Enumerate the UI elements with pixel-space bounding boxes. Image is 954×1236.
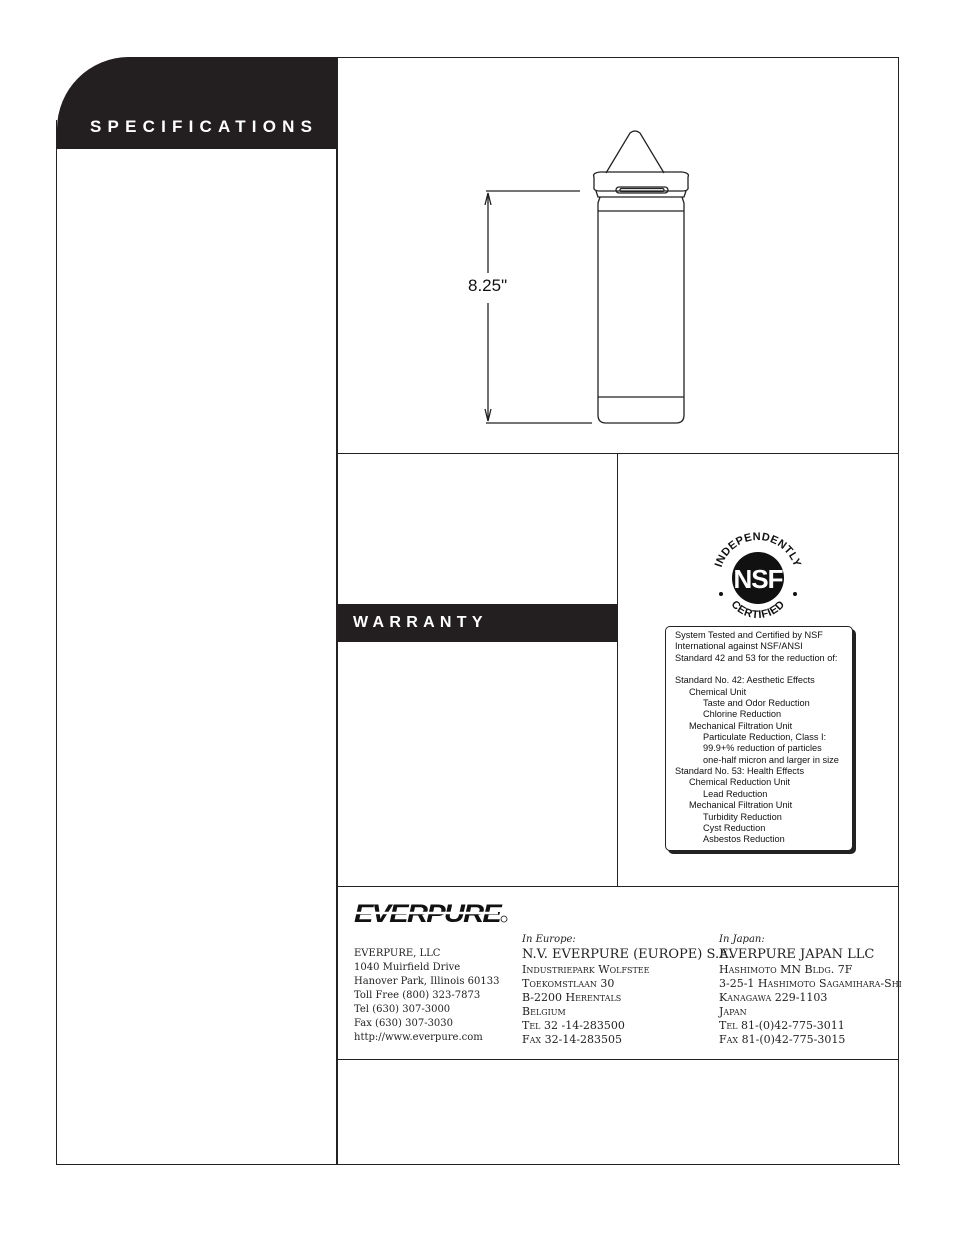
europe-line-1: Industriepark Wolfstee [522,963,650,976]
specifications-title: SPECIFICATIONS [90,117,319,136]
footer-bottom-divider [336,1059,899,1060]
nsf-list-item: one-half micron and larger in size [703,754,839,765]
nsf-list-item: Standard No. 53: Health Effects [675,766,805,777]
japan-line-3: Kanagawa 229-1103 [719,991,828,1004]
us-line-5: Fax (630) 307-3030 [354,1018,454,1029]
warranty-nsf-divider [617,454,618,886]
nsf-list-item: Particulate Reduction, Class I: [703,732,827,743]
europe-line-5: Tel 32 -14-283500 [522,1019,625,1032]
europe-line-2: Toekomstlaan 30 [522,977,615,990]
nsf-list-item: System Tested and Certified by NSF [675,630,823,640]
nsf-seal-center-text: NSF [733,564,783,594]
footer-top-divider [336,886,899,887]
europe-line-4: Belgium [522,1005,566,1018]
nsf-list-item: Mechanical Filtration Unit [689,800,793,811]
nsf-list-item [675,664,839,675]
nsf-list-item: Standard 42 and 53 for the reduction of: [675,652,838,663]
japan-company: EVERPURE JAPAN LLC [719,947,875,962]
us-line-2: Hanover Park, Illinois 60133 [354,976,500,987]
nsf-seal-bottom-text: CERTIFIED [728,598,788,622]
bottom-border [56,1164,900,1165]
japan-line-6: Fax 81-(0)42-775-3015 [719,1033,846,1046]
nsf-list-item: Chemical Reduction Unit [689,777,791,788]
us-line-3: Toll Free (800) 323-7873 [354,990,481,1001]
japan-line-1: Hashimoto MN Bldg. 7F [719,963,853,976]
us-line-4: Tel (630) 307-3000 [354,1004,451,1015]
us-address [354,947,499,1045]
nsf-list-item: Standard No. 42: Aesthetic Effects [675,675,815,686]
nsf-list-item: 99.9+% reduction of particles [703,743,822,754]
japan-address [719,933,902,1047]
europe-line-3: B-2200 Herentals [522,991,622,1004]
nsf-list-item: Chlorine Reduction [703,709,782,720]
japan-line-5: Tel 81-(0)42-775-3011 [719,1019,845,1032]
japan-line-2: 3-25-1 Hashimoto Sagamihara-Shi [719,977,902,990]
nsf-list-item: Turbidity Reduction [703,811,782,822]
japan-label: In Japan: [719,934,765,945]
warranty-title: WARRANTY [353,614,488,631]
us-company: EVERPURE, LLC [354,948,441,959]
europe-company: N.V. EVERPURE (EUROPE) S.A. [522,947,733,962]
nsf-seal-top-text: INDEPENDENTLY [712,532,804,569]
top-border [336,57,899,58]
europe-line-6: Fax 32-14-283505 [522,1033,623,1046]
us-website: http://www.everpure.com [354,1032,483,1043]
everpure-logo-text: EVERPURE [354,900,504,928]
europe-label: In Europe: [522,934,576,945]
nsf-certification-box [665,626,853,851]
europe-address [522,933,733,1047]
nsf-list-item: Asbestos Reduction [703,834,785,845]
nsf-list-item: Cyst Reduction [703,822,766,833]
nsf-certified-seal [708,532,808,622]
nsf-list-item: Mechanical Filtration Unit [689,720,793,731]
japan-line-4: Japan [719,1005,747,1018]
nsf-list-item: Chemical Unit [689,686,747,697]
height-dimension-label: 8.25" [468,276,508,295]
everpure-logo [354,900,509,928]
nsf-list-item: International against NSF/ANSI [675,641,803,652]
left-border [56,120,57,1165]
us-line-1: 1040 Muirfield Drive [354,962,461,973]
nsf-list-item: Lead Reduction [703,788,768,799]
nsf-list-item: Taste and Odor Reduction [703,698,810,709]
nsf-certification-list [675,630,839,846]
